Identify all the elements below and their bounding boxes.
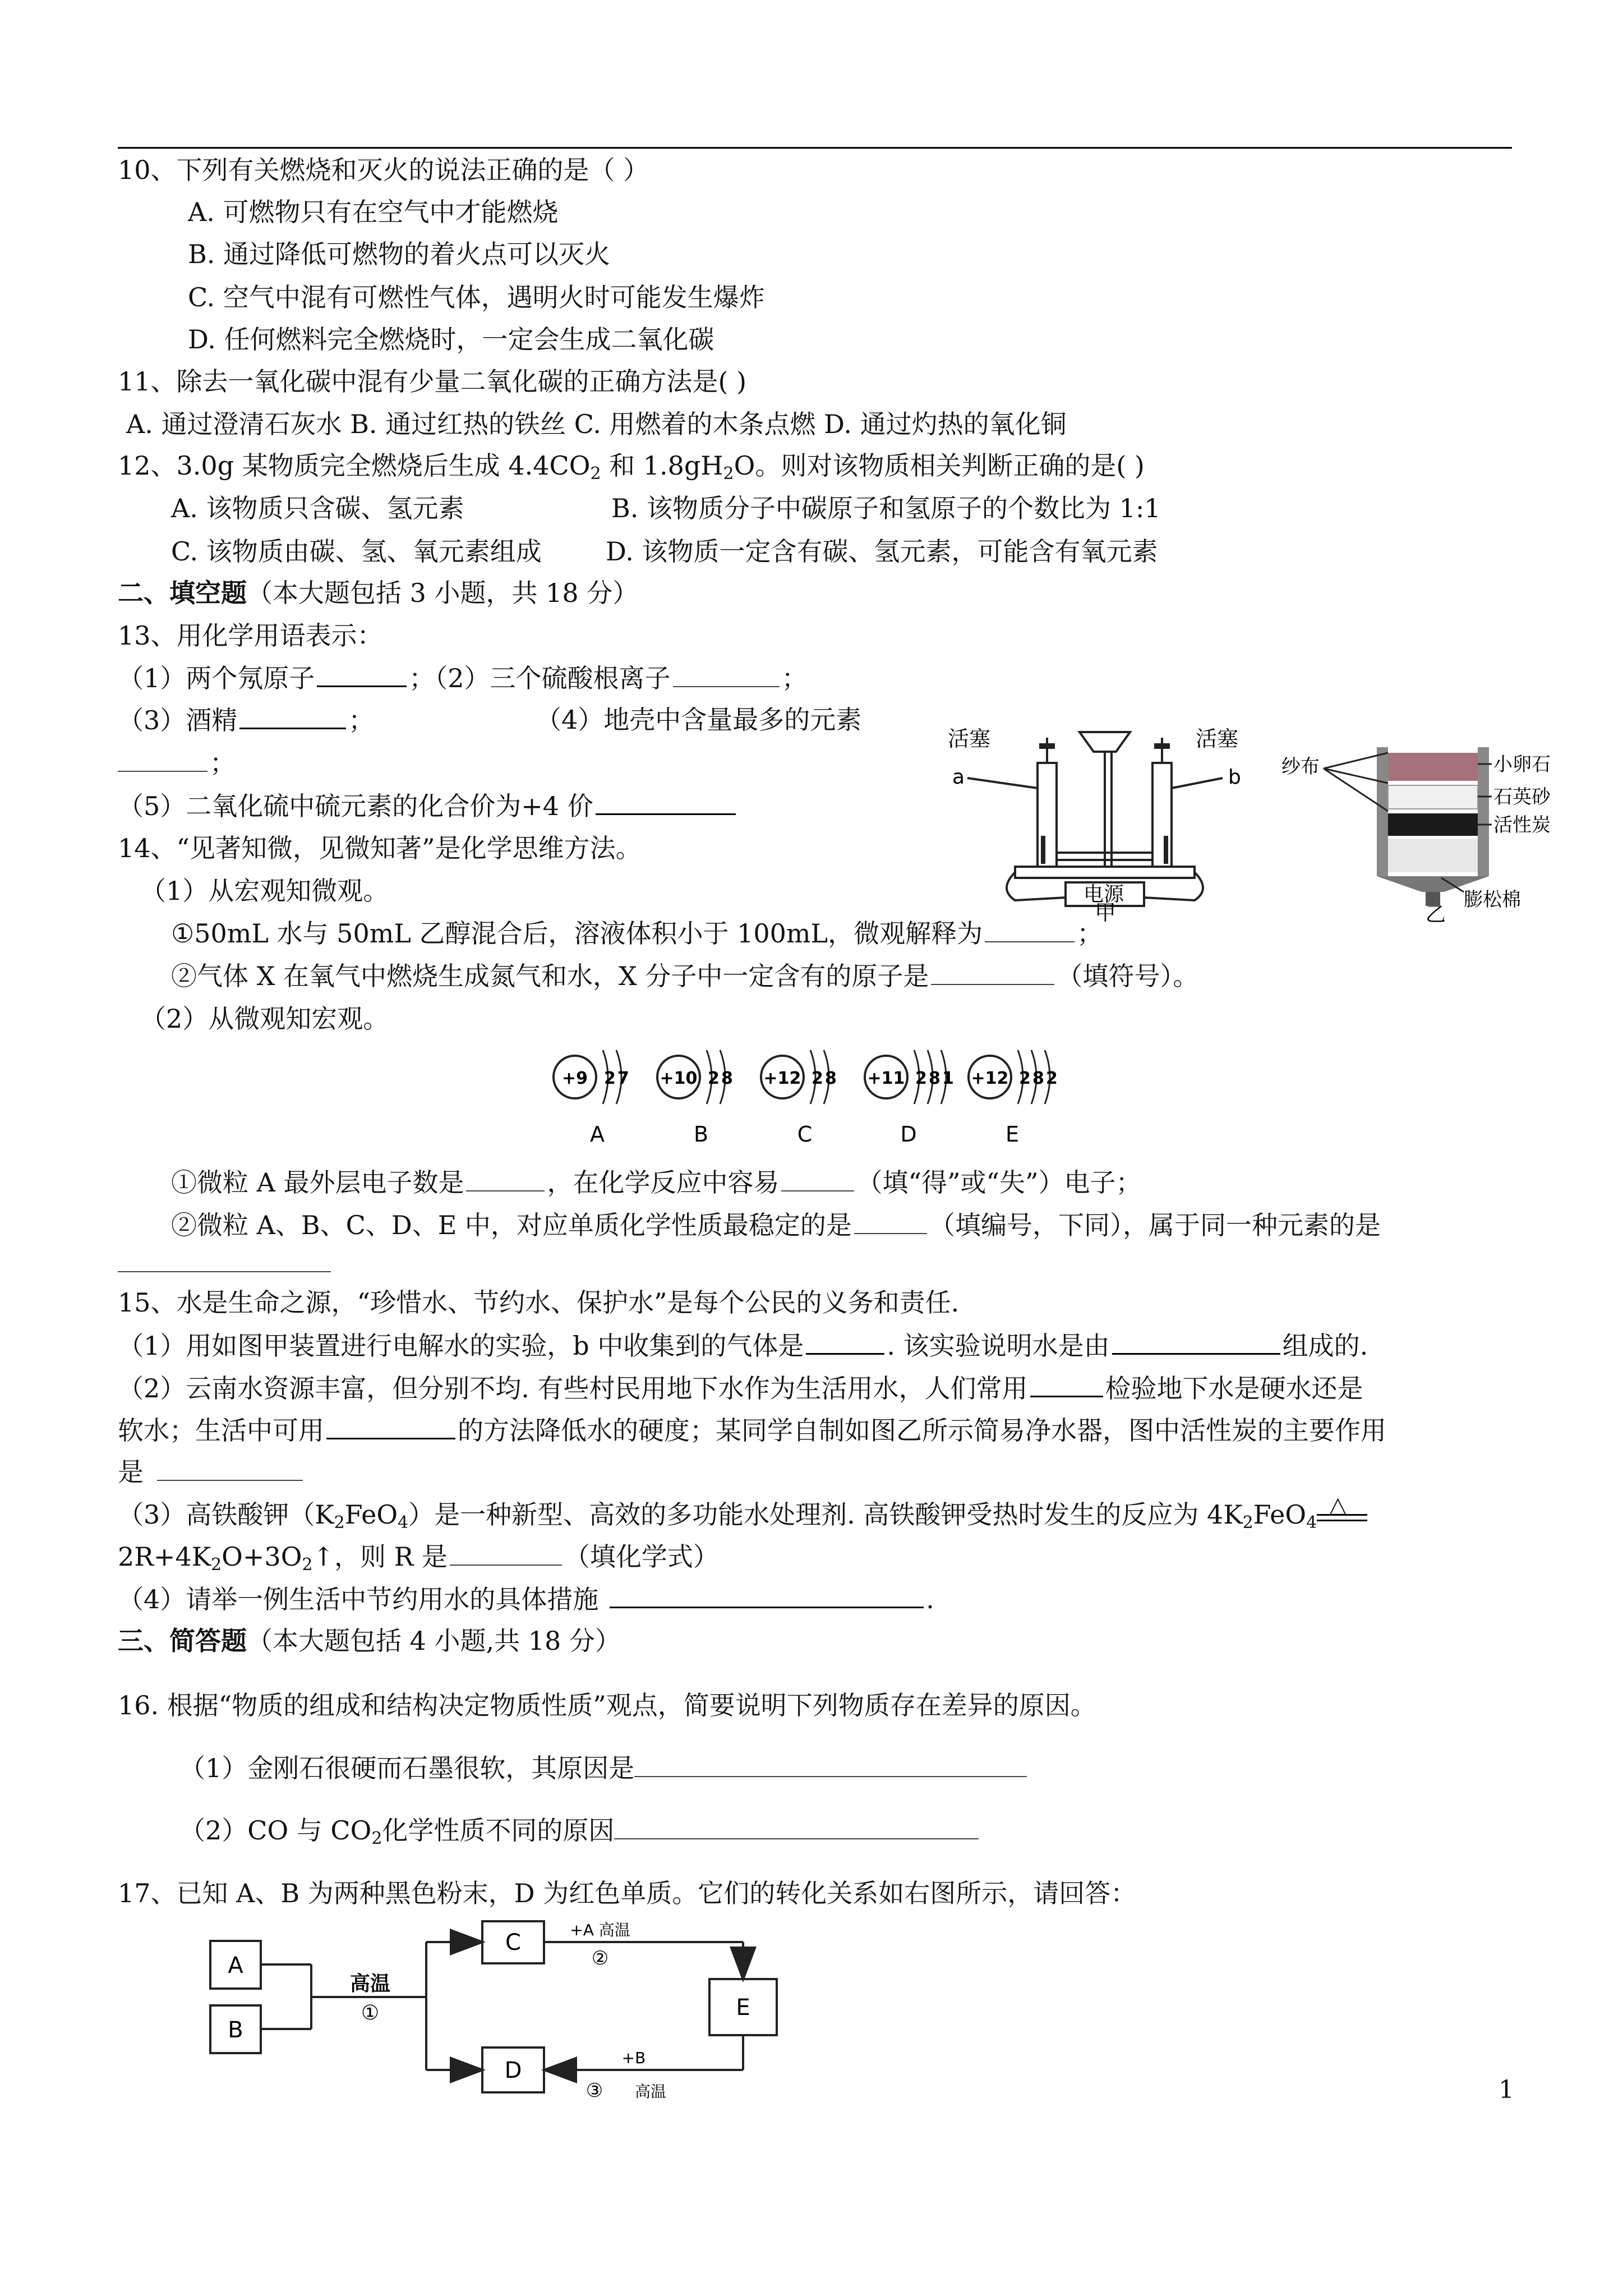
q13-part5: （5）二氧化硫中硫元素的化合价为+4 价 — [118, 789, 738, 823]
step3-number: ③ — [585, 2079, 603, 2102]
answer-blank[interactable] — [673, 661, 780, 687]
step2-number: ② — [591, 1947, 609, 1970]
atom-structure-diagrams — [550, 1038, 1077, 1167]
electron-count: 2 — [811, 1069, 823, 1088]
q15-part3-line2: $2R+4K_2O+3O_2↑$，则 R 是 （填化学式） — [118, 1540, 719, 1573]
water-purifier-yi — [1279, 724, 1559, 926]
q14-sub1a: ①50mL 水与 50mL 乙醇混合后，溶液体积小于 100mL，微观解释为 ； — [171, 917, 1103, 950]
figure-yi-caption: 乙 — [1426, 903, 1446, 926]
tube-a-label: a — [952, 766, 965, 789]
power-source-label: 电源 — [1083, 883, 1124, 906]
electrolysis-apparatus-jia — [937, 704, 1273, 923]
q15-part1: （1）用如图甲装置进行电解水的实验，b 中收集到的气体是 . 该实验说明水是由 组成的. — [118, 1328, 1368, 1363]
answer-blank[interactable] — [781, 1166, 854, 1191]
page-number: 1 — [1498, 2076, 1514, 2104]
q14-sub2b-answer — [118, 1246, 333, 1280]
q11-options: A. 通过澄清石灰水 B. 通过红热的铁丝 C. 用燃着的木条点燃 D. 通过灼热的氧化铜 — [126, 409, 1067, 439]
cotton-label: 膨松棉 — [1464, 889, 1521, 911]
answer-blank[interactable] — [806, 1328, 884, 1355]
q13-part4-answer: ； — [118, 746, 236, 780]
figure-jia-caption: 甲 — [1095, 900, 1117, 923]
q15-part2-line2: 软水；生活中可用 的方法降低水的硬度；某同学自制如图乙所示简易净水器，图中活性炭的主要作用 — [118, 1413, 1386, 1447]
valve-left-label: 活塞 — [948, 726, 991, 751]
atom-label: C — [797, 1122, 813, 1147]
q16-part2: （2）CO 与 $CO_2$化学性质不同的原因 — [179, 1814, 981, 1847]
q12-option-a: A. 该物质只含碳、氢元素 — [171, 493, 464, 523]
q11-stem: 11、除去一氧化碳中混有少量二氧化碳的正确方法是( ) — [118, 366, 747, 397]
electron-count: 2 — [1019, 1069, 1031, 1088]
q14-sub2b: ②微粒 A、B、C、D、E 中，对应单质化学性质最稳定的是 （填编号，下同），属于同一种元素的是 — [171, 1208, 1381, 1242]
tube-b-label: b — [1228, 766, 1241, 789]
step1-number: ① — [361, 2001, 380, 2024]
atom-b — [657, 1050, 733, 1147]
q13-stem: 13、用化学用语表示： — [118, 620, 383, 651]
gauze-label: 纱布 — [1281, 756, 1320, 778]
atom-c — [761, 1050, 837, 1147]
electron-count: 2 — [915, 1069, 927, 1088]
atom-label: E — [1005, 1122, 1020, 1147]
q10-option-c: C. 空气中混有可燃性气体，遇明火时可能发生爆炸 — [188, 282, 765, 312]
answer-blank[interactable] — [610, 1582, 924, 1608]
electron-count: 2 — [604, 1069, 616, 1088]
electron-count: 8 — [721, 1069, 733, 1088]
answer-blank[interactable] — [157, 1455, 303, 1481]
electron-count: 8 — [1032, 1069, 1044, 1088]
q15-part2-line1: （2）云南水资源丰富，但分别不均. 有些村民用地下水作为生活用水，人们常用 检验地下水是硬水还是 — [118, 1371, 1363, 1405]
step1-condition: 高温 — [349, 1972, 391, 1995]
electron-count: 2 — [708, 1069, 720, 1088]
q14-sub1: （1）从宏观知微观。 — [140, 876, 389, 906]
atom-nucleus-charge: +10 — [660, 1069, 698, 1088]
atom-nucleus-charge: +12 — [763, 1069, 801, 1088]
q12-stem: 12、3.0g 某物质完全燃烧后生成 $4.4CO_2$ 和 $1.8gH_2O$。则对该物质相关判断正确的是( ) — [118, 450, 1145, 484]
q10-stem: 10、下列有关燃烧和灭火的说法正确的是（ ） — [118, 155, 649, 185]
q17-stem: 17、已知 A、B 为两种黑色粉末，D 为红色单质。它们的转化关系如右图所示，请回答： — [118, 1878, 1137, 1908]
answer-blank[interactable] — [634, 1751, 1027, 1777]
q14-sub1b: ②气体 X 在氧气中燃烧生成氮气和水，X 分子中一定含有的原子是 （填符号）。 — [171, 959, 1198, 993]
answer-blank[interactable] — [931, 959, 1054, 985]
quartz-sand-label: 石英砂 — [1493, 786, 1551, 808]
atom-nucleus-charge: +12 — [971, 1069, 1009, 1088]
step3-condition-heat: 高温 — [634, 2082, 667, 2101]
atom-e — [969, 1050, 1058, 1147]
answer-blank[interactable] — [614, 1814, 979, 1839]
q14-sub2a: ①微粒 A 最外层电子数是 ，在化学反应中容易 （填“得”或“失”）电子； — [171, 1166, 1142, 1199]
q13-part4: （4）地壳中含量最多的元素 — [536, 705, 862, 735]
answer-blank[interactable] — [118, 1246, 331, 1272]
conversion-flow-diagram — [208, 1918, 791, 2104]
box-e-label: E — [736, 1995, 750, 2021]
section3-heading: 三、简答题（本大题包括 4 小题,共 18 分） — [118, 1626, 621, 1656]
q14-stem: 14、“见著知微，见微知著”是化学思维方法。 — [118, 833, 642, 863]
answer-blank[interactable] — [239, 703, 346, 729]
q10-option-d: D. 任何燃料完全燃烧时，一定会生成二氧化碳 — [188, 324, 714, 355]
step2-condition: +A 高温 — [570, 1921, 630, 1939]
electron-count: 8 — [825, 1069, 837, 1088]
box-a-label: A — [228, 1953, 243, 1978]
electron-count: 8 — [929, 1069, 940, 1088]
q13-part1-2: （1）两个氖原子 ；（2）三个硫酸根离子 ； — [118, 661, 808, 695]
atom-label: A — [590, 1122, 605, 1147]
activated-carbon-label: 活性炭 — [1493, 814, 1551, 836]
q15-part4: （4）请举一例生活中节约用水的具体措施 . — [118, 1582, 934, 1616]
q12-option-c: C. 该物质由碳、氢、氧元素组成 — [171, 536, 542, 567]
answer-blank[interactable] — [854, 1208, 927, 1234]
electron-count: 2 — [1046, 1069, 1058, 1088]
q10-option-b: B. 通过降低可燃物的着火点可以灭火 — [188, 239, 611, 269]
answer-blank[interactable] — [326, 1413, 455, 1439]
atom-nucleus-charge: +9 — [561, 1069, 588, 1088]
q15-part3-line1: （3）高铁酸钾$(K_2FeO_4)$是一种新型、高效的多功能水处理剂. 高铁酸钾受热时发生的反应为 $4K_2FeO_4$ △ — [118, 1498, 1367, 1531]
atom-a — [554, 1050, 629, 1147]
q12-option-d: D. 该物质一定含有碳、氢元素，可能含有氧元素 — [606, 536, 1158, 567]
answer-blank[interactable] — [596, 789, 736, 815]
electron-count: 7 — [617, 1069, 629, 1088]
q15-stem: 15、水是生命之源，“珍惜水、节约水、保护水”是每个公民的义务和责任. — [118, 1287, 960, 1318]
box-d-label: D — [504, 2058, 522, 2083]
box-c-label: C — [505, 1930, 521, 1955]
atom-d — [865, 1050, 954, 1147]
answer-blank[interactable] — [1112, 1328, 1280, 1355]
q13-part3: （3）酒精 ； — [118, 703, 374, 737]
section2-heading: 二、填空题（本大题包括 3 小题，共 18 分） — [118, 578, 639, 608]
box-b-label: B — [228, 2017, 243, 2043]
atom-label: D — [900, 1122, 917, 1147]
q16-stem: 16. 根据“物质的组成和结构决定物质性质”观点，简要说明下列物质存在差异的原因。 — [118, 1690, 1096, 1720]
valve-right-label: 活塞 — [1196, 726, 1239, 751]
atom-nucleus-charge: +11 — [867, 1069, 905, 1088]
answer-blank[interactable] — [466, 1166, 545, 1191]
q14-sub2: （2）从微观知宏观。 — [140, 1004, 389, 1034]
electron-count: 1 — [942, 1069, 954, 1088]
answer-blank[interactable] — [118, 746, 208, 772]
answer-blank[interactable] — [1030, 1371, 1103, 1397]
heat-condition-sign: △ — [1317, 1503, 1367, 1531]
step3-condition: +B — [621, 2049, 646, 2067]
header-rule — [118, 147, 1512, 149]
q12-option-b: B. 该物质分子中碳原子和氢原子的个数比为 1:1 — [611, 493, 1161, 523]
answer-blank[interactable] — [450, 1540, 562, 1566]
q15-part2-line3: 是 — [118, 1455, 305, 1489]
q16-part1: （1）金刚石很硬而石墨很软，其原因是 — [179, 1751, 1029, 1785]
q10-option-a: A. 可燃物只有在空气中才能燃烧 — [188, 197, 559, 227]
atom-label: B — [693, 1122, 709, 1147]
pebbles-label: 小卵石 — [1493, 753, 1551, 776]
answer-blank[interactable] — [317, 661, 407, 687]
